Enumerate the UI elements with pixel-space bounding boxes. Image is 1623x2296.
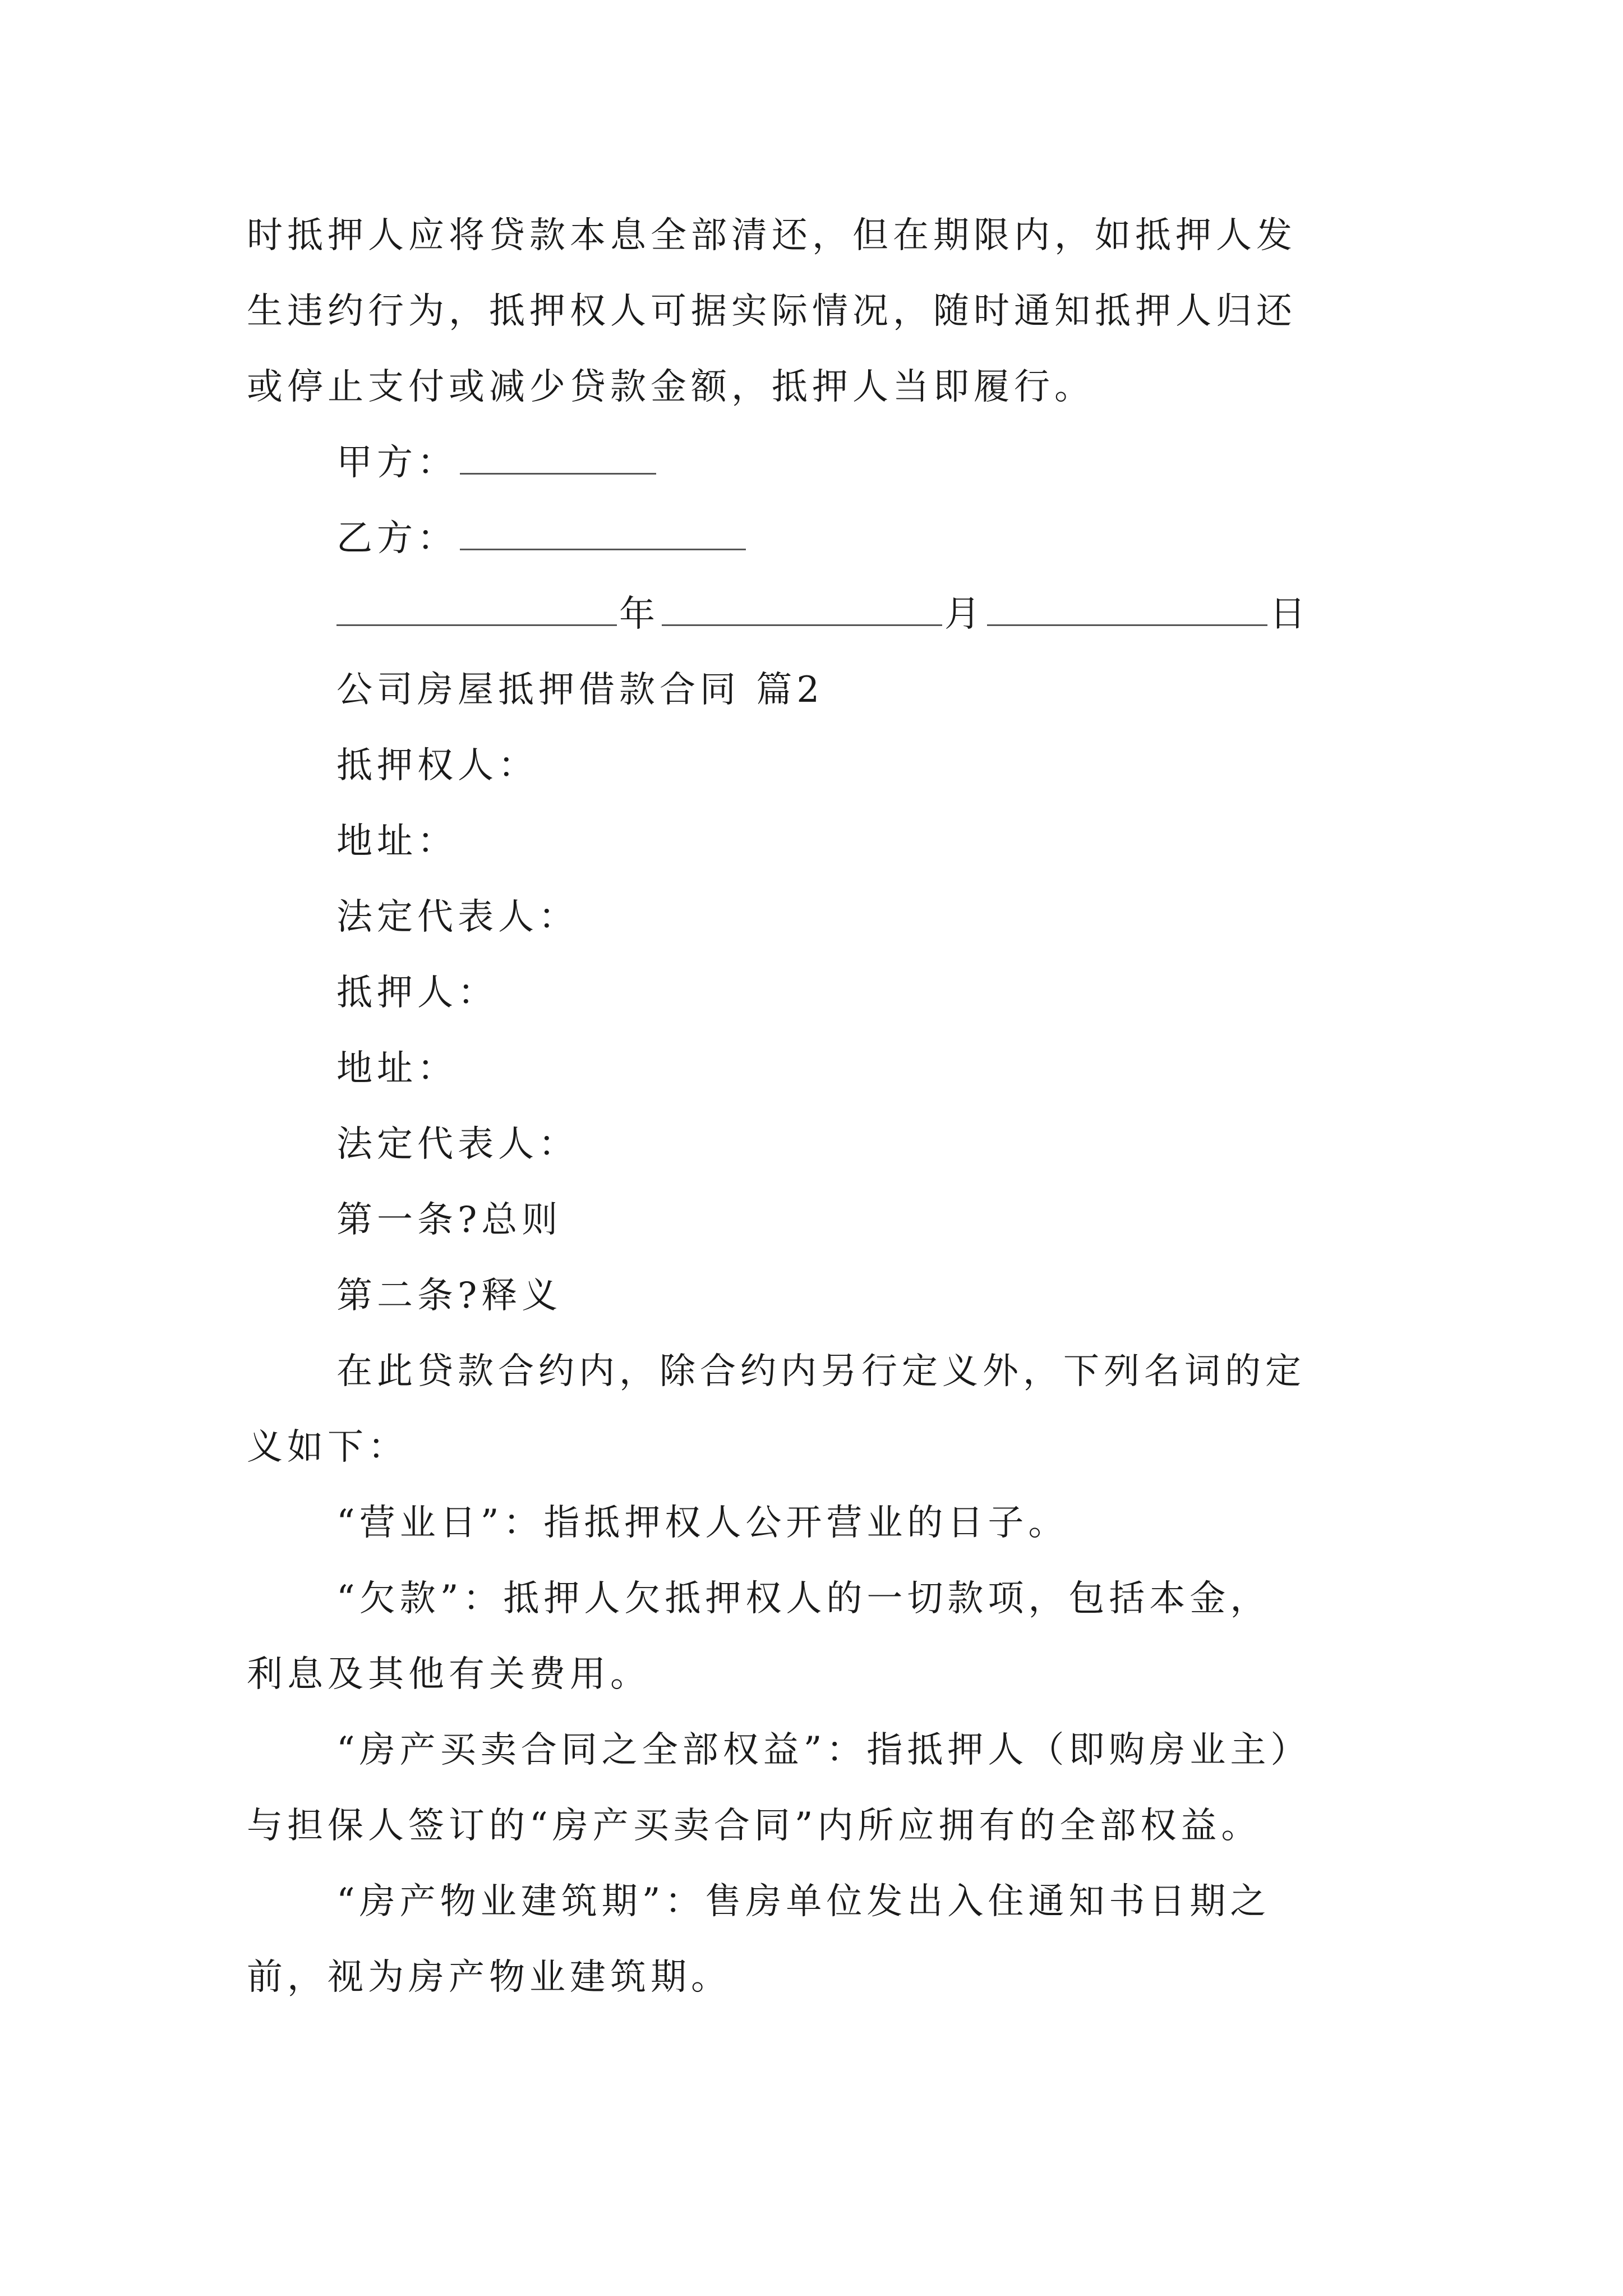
definition-line: “房产买卖合同之全部权益”：指抵押人（即购房业主） — [336, 1729, 1311, 1771]
definition-line: “欠款”：抵押人欠抵押权人的一切款项，包括本金， — [336, 1578, 1271, 1619]
year-blank — [336, 593, 617, 626]
definition-line: “营业日”：指抵押权人公开营业的日子。 — [336, 1502, 1069, 1544]
definition-line: 利息及其他有关费用。 — [247, 1654, 651, 1695]
definition-line: 与担保人签订的“房产买卖合同”内所应拥有的全部权益。 — [247, 1805, 1262, 1847]
mortgagor-label: 抵押人： — [336, 972, 498, 1014]
party-b-line — [336, 516, 748, 561]
party-b-label: 乙方： — [336, 518, 458, 559]
legal-rep-label: 法定代表人： — [336, 1124, 579, 1165]
party-b-blank — [460, 517, 746, 550]
legal-rep-label: 法定代表人： — [336, 896, 579, 938]
address-label: 地址： — [336, 1048, 458, 1089]
address-label: 地址： — [336, 821, 458, 862]
party-a-blank — [460, 441, 656, 475]
mortgagee-label: 抵押权人： — [336, 745, 538, 786]
day-label: 日 — [1270, 593, 1310, 635]
date-line — [336, 592, 1310, 637]
paragraph-line: 或停止支付或减少贷款金额，抵押人当即履行。 — [247, 366, 1095, 408]
article-heading: 第二条?释义 — [336, 1275, 562, 1317]
paragraph-line: 生违约行为，抵押权人可据实际情况，随时通知抵押人归还 — [247, 291, 1297, 332]
month-label: 月 — [944, 593, 985, 635]
month-blank — [662, 593, 942, 626]
party-a-line — [336, 440, 658, 485]
definition-line: 前，视为房产物业建筑期。 — [247, 1957, 731, 1998]
party-a-label: 甲方： — [336, 442, 458, 484]
paragraph-line: 时抵押人应将贷款本息全部清还，但在期限内，如抵押人发 — [247, 215, 1297, 256]
paragraph-line: 义如下： — [247, 1427, 408, 1468]
year-label: 年 — [619, 593, 660, 635]
definition-line: “房产物业建筑期”：售房单位发出入住通知书日期之 — [336, 1881, 1271, 1922]
day-blank — [987, 593, 1267, 626]
section-title: 公司房屋抵押借款合同 篇2 — [336, 669, 824, 711]
paragraph-line: 在此贷款合约内，除合约内另行定义外，下列名词的定 — [336, 1351, 1306, 1392]
article-heading: 第一条?总则 — [336, 1199, 562, 1241]
